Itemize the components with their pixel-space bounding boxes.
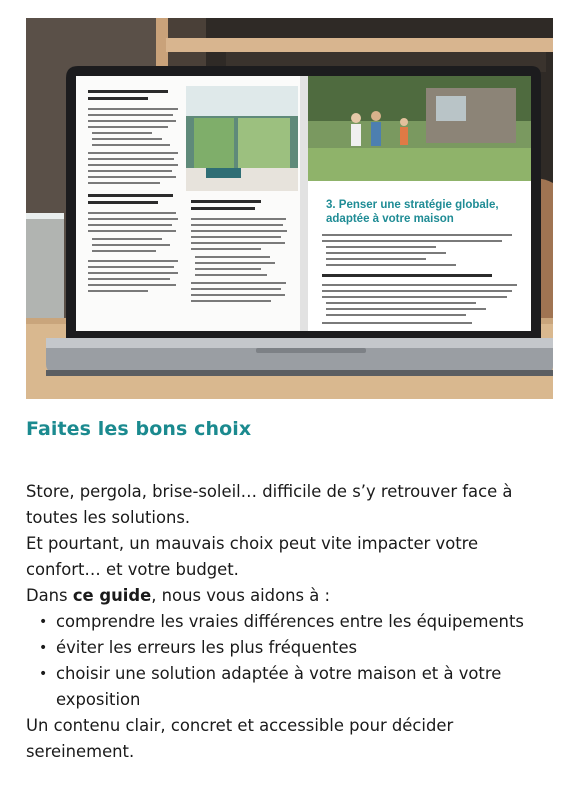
intro-3-after: , nous vous aidons à : [151,586,331,605]
guide-title-line2: adaptée à votre maison [326,213,454,225]
bullet-icon: • [39,614,48,630]
benefits-list [26,609,556,713]
intro-3-before: Dans [26,586,73,605]
intro-paragraph-2: Et pourtant, un mauvais choix peut vite impacter votre confort… et votre budget. [26,534,479,579]
bullet-icon: • [39,640,48,656]
list-item-text: éviter les erreurs les plus fréquentes [56,638,358,657]
list-item-text: comprendre les vraies différences entre les équipements [56,612,524,631]
main-content [26,418,556,765]
intro-paragraph-3 [26,583,556,609]
list-item [39,635,556,661]
bullet-icon: • [39,666,48,682]
list-item-text: choisir une solution adaptée à votre maison et à votre exposition [56,664,502,709]
guide-title-line1: 3. Penser une stratégie globale, [326,199,499,211]
closing-paragraph: Un contenu clair, concret et accessible pour décider sereinement. [26,716,454,761]
guide-emphasis: ce guide [72,586,152,605]
section-heading: Faites les bons choix [26,418,252,440]
intro-paragraph-1: Store, pergola, brise-soleil… difficile de s’y retrouver face à toutes les solutions. [26,482,513,527]
laptop-illustration [26,18,553,399]
list-item [39,661,556,713]
hero-image [26,18,553,399]
list-item [39,609,556,635]
